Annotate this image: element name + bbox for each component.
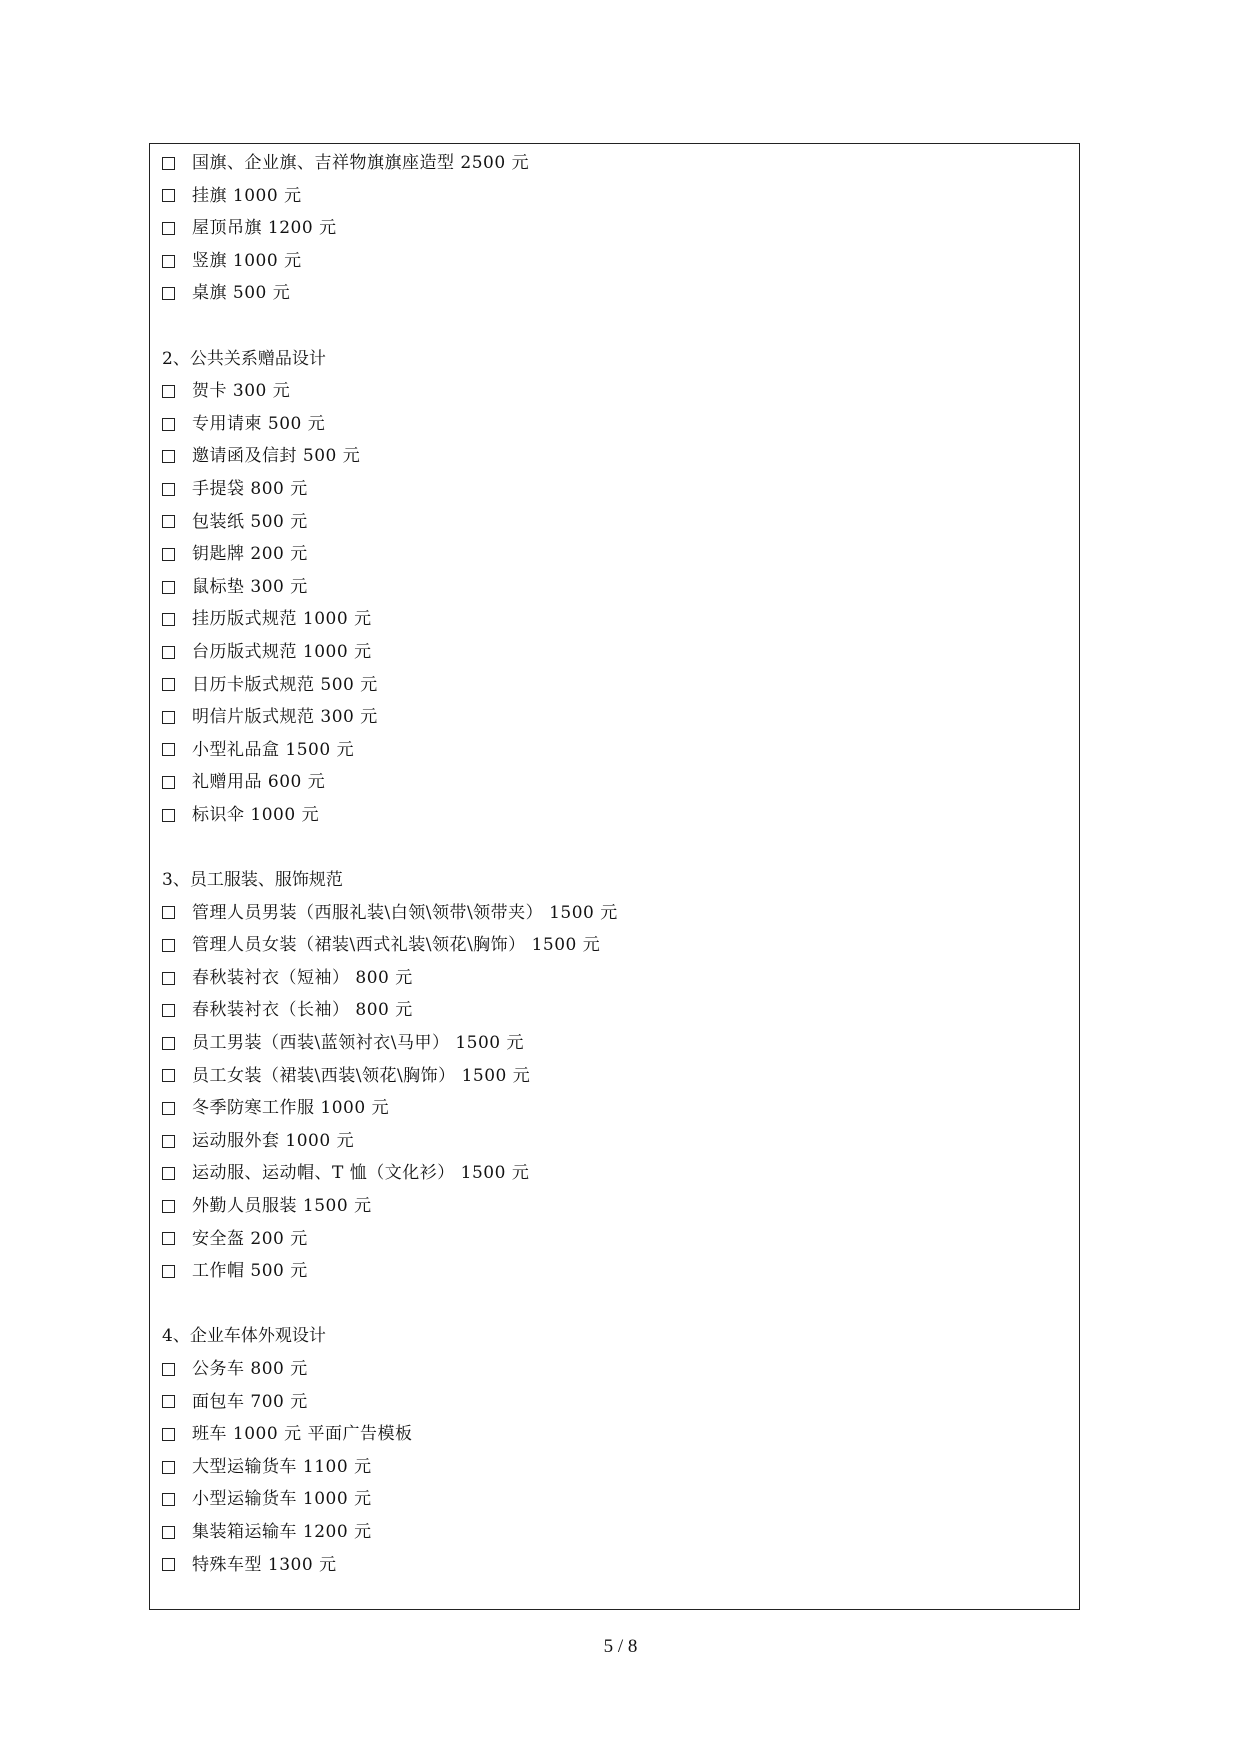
- item-label: 员工女装（裙装\西装\领花\胸饰） 1500 元: [192, 1065, 531, 1086]
- item-label: 标识伞 1000 元: [192, 804, 320, 825]
- checkbox[interactable]: [162, 1493, 175, 1506]
- section-heading: 2、公共关系赠品设计: [162, 348, 326, 369]
- item-label: 手提袋 800 元: [192, 478, 308, 499]
- checkbox[interactable]: [162, 1232, 175, 1245]
- list-item: [162, 506, 1062, 539]
- list-item: [162, 766, 1062, 799]
- item-label: 贺卡 300 元: [192, 381, 291, 402]
- item-label: 工作帽 500 元: [192, 1261, 308, 1282]
- item-label: 集装箱运输车 1200 元: [192, 1521, 372, 1542]
- list-item: [162, 1483, 1062, 1516]
- checkbox[interactable]: [162, 157, 175, 170]
- list-item: [162, 799, 1062, 832]
- item-label: 春秋装衬衣（长袖） 800 元: [192, 1000, 413, 1021]
- section-heading: 4、企业车体外观设计: [162, 1326, 326, 1347]
- list-item: [162, 1418, 1062, 1451]
- checkbox[interactable]: [162, 711, 175, 724]
- item-label: 国旗、企业旗、吉祥物旗旗座造型 2500 元: [192, 153, 530, 173]
- list-item: [162, 212, 1062, 245]
- checkbox[interactable]: [162, 1004, 175, 1017]
- item-label: 小型礼品盒 1500 元: [192, 739, 355, 760]
- item-label: 员工男装（西装\蓝领衬衣\马甲） 1500 元: [192, 1033, 525, 1054]
- section-vehicles: [162, 1320, 1062, 1581]
- checkbox[interactable]: [162, 1200, 175, 1213]
- list-item: [162, 669, 1062, 702]
- checkbox[interactable]: [162, 1135, 175, 1148]
- item-label: 特殊车型 1300 元: [192, 1554, 337, 1575]
- list-item: [162, 962, 1062, 995]
- checkbox[interactable]: [162, 581, 175, 594]
- checkbox[interactable]: [162, 1526, 175, 1539]
- checkbox[interactable]: [162, 613, 175, 626]
- checkbox[interactable]: [162, 1363, 175, 1376]
- section-gap: [162, 1288, 1062, 1321]
- list-item: [162, 1223, 1062, 1256]
- list-item: [162, 1353, 1062, 1386]
- item-label: 公务车 800 元: [192, 1358, 308, 1379]
- item-label: 专用请柬 500 元: [192, 413, 326, 434]
- item-label: 日历卡版式规范 500 元: [192, 674, 378, 695]
- item-label: 钥匙牌 200 元: [192, 544, 308, 565]
- checkbox[interactable]: [162, 189, 175, 202]
- checkbox[interactable]: [162, 972, 175, 985]
- section-heading: 3、员工服装、服饰规范: [162, 870, 343, 891]
- checkbox[interactable]: [162, 1265, 175, 1278]
- list-item: [162, 603, 1062, 636]
- checkbox[interactable]: [162, 809, 175, 822]
- checkbox[interactable]: [162, 1558, 175, 1571]
- list-item: [162, 1516, 1062, 1549]
- item-label: 礼赠用品 600 元: [192, 772, 326, 793]
- item-label: 运动服、运动帽、T 恤（文化衫） 1500 元: [192, 1163, 530, 1184]
- checkbox[interactable]: [162, 1428, 175, 1441]
- checkbox[interactable]: [162, 515, 175, 528]
- list-item: [162, 440, 1062, 473]
- item-label: 台历版式规范 1000 元: [192, 641, 372, 662]
- section-flags: [162, 147, 1062, 310]
- item-label: 管理人员男装（西服礼装\白领\领带\领带夹） 1500 元: [192, 902, 618, 923]
- list-item: [162, 1190, 1062, 1223]
- checkbox[interactable]: [162, 548, 175, 561]
- section-uniforms: [162, 864, 1062, 1288]
- section-gap: [162, 831, 1062, 864]
- checkbox[interactable]: [162, 1167, 175, 1180]
- checkbox[interactable]: [162, 1395, 175, 1408]
- list-item: [162, 538, 1062, 571]
- item-label: 屋顶吊旗 1200 元: [192, 218, 337, 239]
- checkbox[interactable]: [162, 483, 175, 496]
- list-item: [162, 1255, 1062, 1288]
- item-label: 包装纸 500 元: [192, 511, 308, 532]
- item-label: 冬季防寒工作服 1000 元: [192, 1098, 390, 1119]
- list-item: [162, 1451, 1062, 1484]
- list-item: [162, 701, 1062, 734]
- list-item: [162, 147, 1062, 180]
- item-label: 桌旗 500 元: [192, 283, 291, 304]
- checkbox[interactable]: [162, 646, 175, 659]
- list-item: [162, 1125, 1062, 1158]
- page-number: 5 / 8: [603, 1636, 638, 1657]
- list-item: [162, 1092, 1062, 1125]
- list-item: [162, 571, 1062, 604]
- item-label: 竖旗 1000 元: [192, 250, 302, 271]
- list-item: [162, 277, 1062, 310]
- item-label: 挂历版式规范 1000 元: [192, 609, 372, 630]
- item-label: 安全盔 200 元: [192, 1228, 308, 1249]
- checkbox[interactable]: [162, 1461, 175, 1474]
- checkbox[interactable]: [162, 222, 175, 235]
- list-item: [162, 473, 1062, 506]
- list-item: [162, 1549, 1062, 1582]
- list-item: [162, 408, 1062, 441]
- item-label: 管理人员女装（裙装\西式礼装\领花\胸饰） 1500 元: [192, 935, 601, 956]
- checkbox[interactable]: [162, 385, 175, 398]
- item-label: 小型运输货车 1000 元: [192, 1489, 372, 1510]
- list-item: [162, 897, 1062, 930]
- checkbox[interactable]: [162, 1069, 175, 1082]
- item-label: 运动服外套 1000 元: [192, 1130, 355, 1151]
- item-label: 面包车 700 元: [192, 1391, 308, 1412]
- item-label: 大型运输货车 1100 元: [192, 1456, 372, 1477]
- list-item: [162, 1027, 1062, 1060]
- list-item: [162, 994, 1062, 1027]
- section-pr-gifts: [162, 343, 1062, 832]
- list-item: [162, 1386, 1062, 1419]
- checkbox[interactable]: [162, 743, 175, 756]
- checkbox[interactable]: [162, 776, 175, 789]
- list-item: [162, 1157, 1062, 1190]
- checkbox[interactable]: [162, 418, 175, 431]
- document-content: [162, 147, 1062, 1581]
- checkbox[interactable]: [162, 1102, 175, 1115]
- item-label: 明信片版式规范 300 元: [192, 707, 378, 728]
- item-label: 挂旗 1000 元: [192, 185, 302, 206]
- checkbox[interactable]: [162, 1037, 175, 1050]
- item-label: 鼠标垫 300 元: [192, 576, 308, 597]
- list-item: [162, 1060, 1062, 1093]
- checkbox[interactable]: [162, 906, 175, 919]
- item-label: 外勤人员服装 1500 元: [192, 1196, 372, 1216]
- checkbox[interactable]: [162, 287, 175, 300]
- list-item: [162, 375, 1062, 408]
- item-label: 班车 1000 元 平面广告模板: [192, 1424, 413, 1445]
- checkbox[interactable]: [162, 678, 175, 691]
- checkbox[interactable]: [162, 939, 175, 952]
- list-item: [162, 734, 1062, 767]
- checkbox[interactable]: [162, 450, 175, 463]
- item-label: 春秋装衬衣（短袖） 800 元: [192, 967, 413, 988]
- list-item: [162, 180, 1062, 213]
- checkbox[interactable]: [162, 255, 175, 268]
- list-item: [162, 636, 1062, 669]
- list-item: [162, 245, 1062, 278]
- item-label: 邀请函及信封 500 元: [192, 446, 361, 467]
- section-gap: [162, 310, 1062, 343]
- list-item: [162, 929, 1062, 962]
